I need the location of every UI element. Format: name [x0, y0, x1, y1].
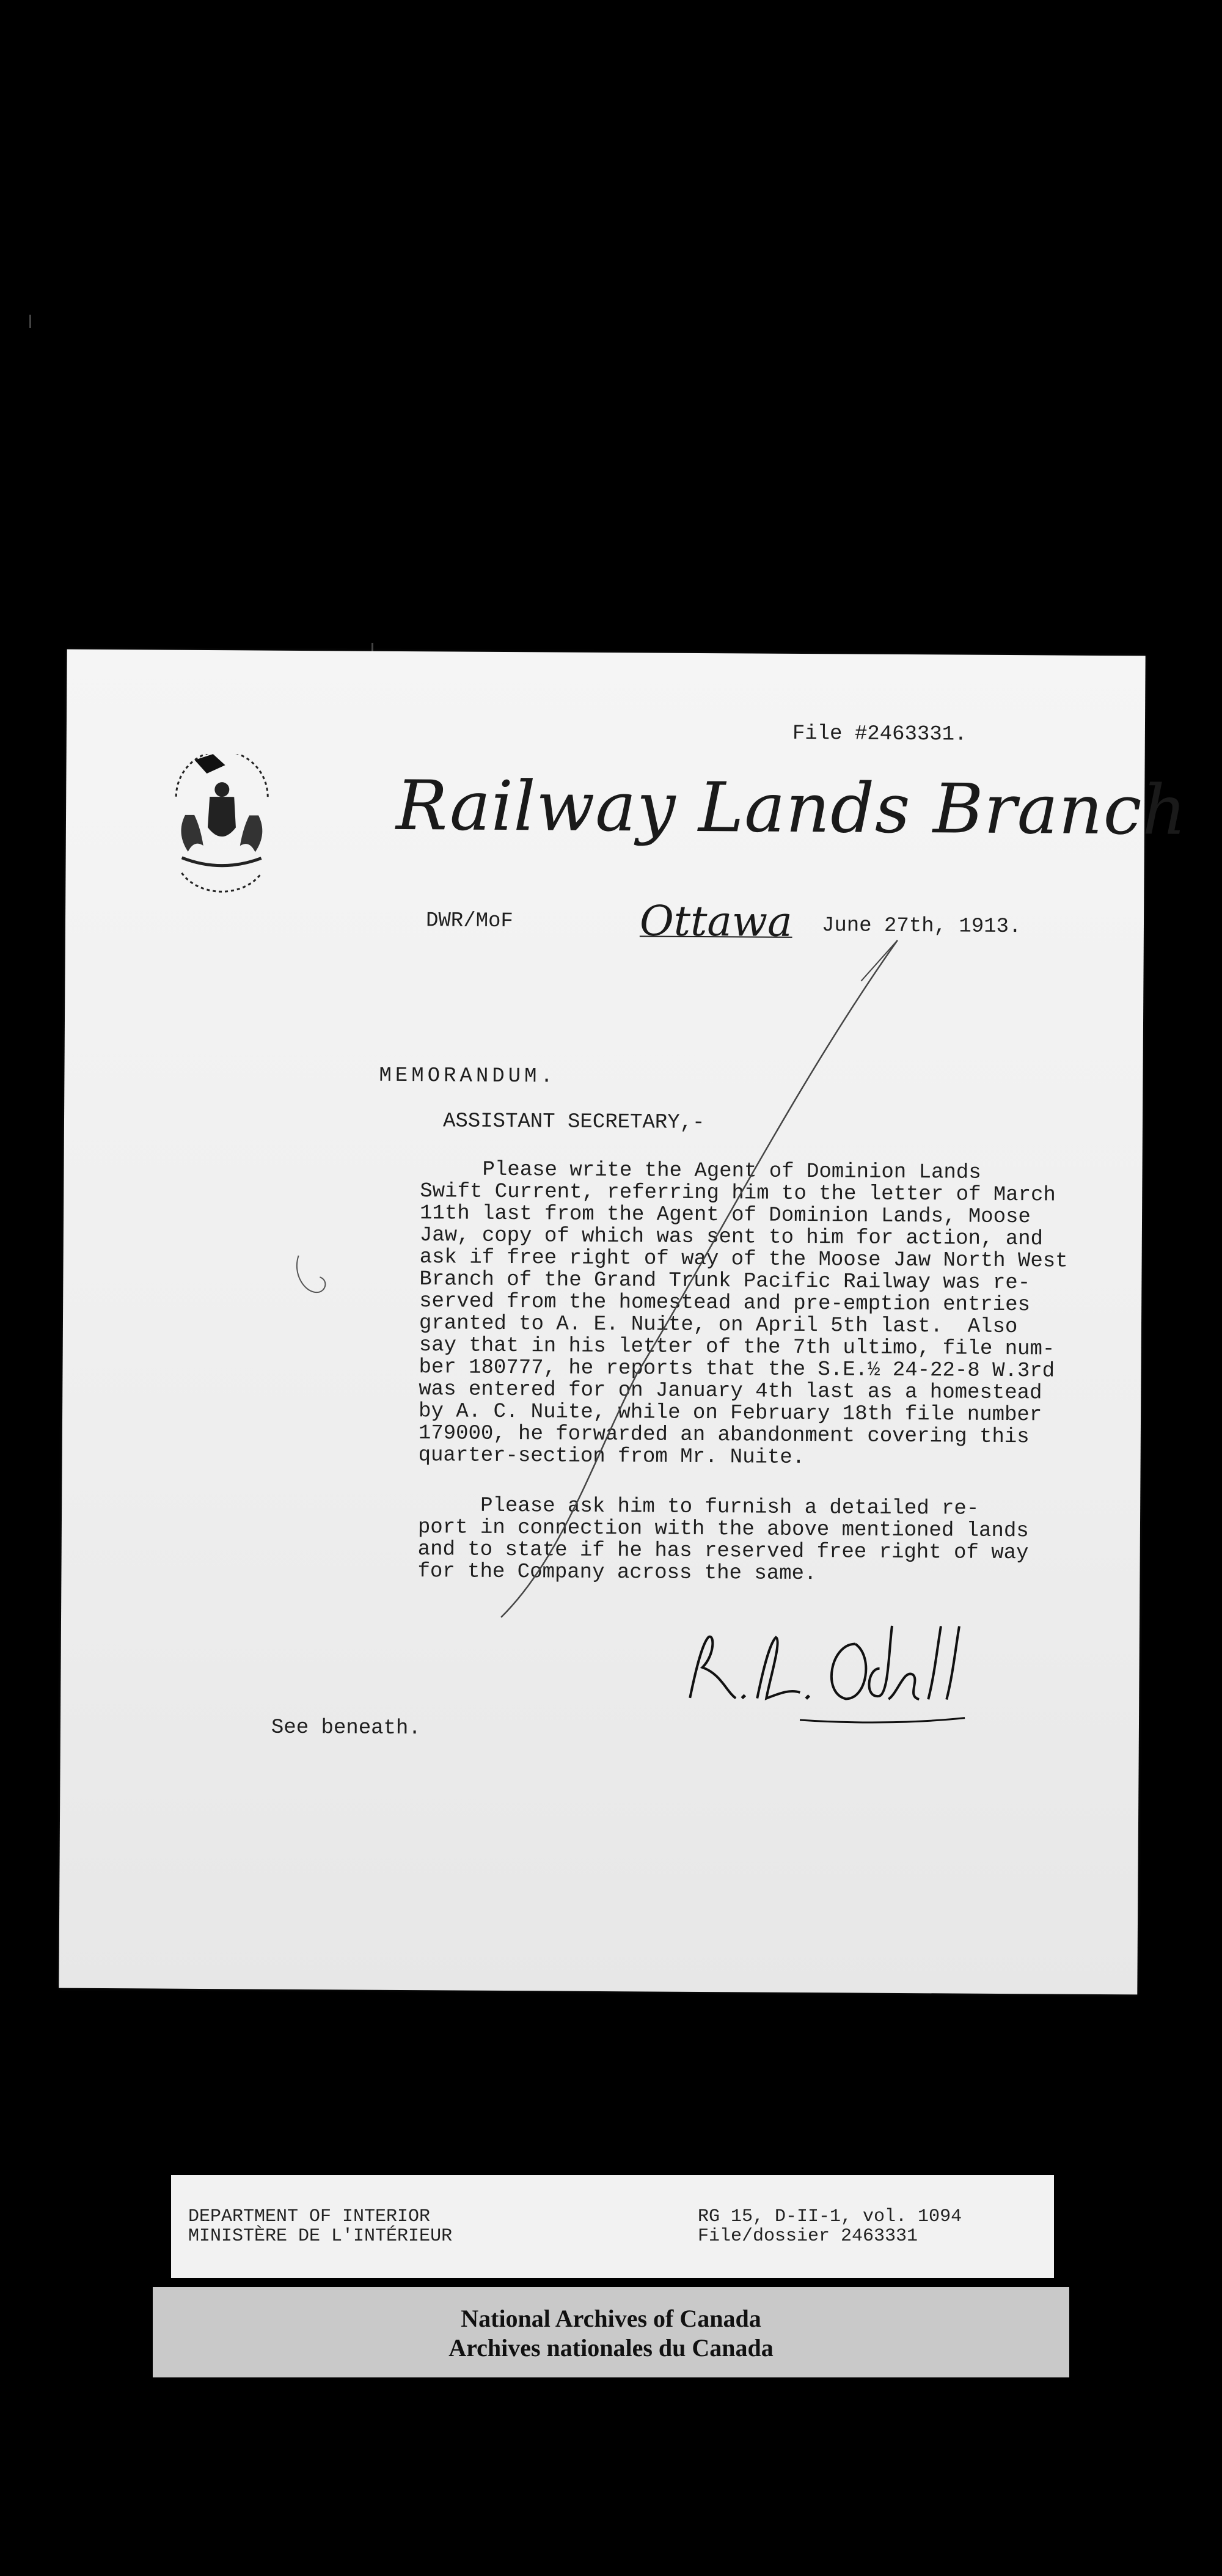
department-names: [188, 2207, 452, 2246]
addressee: ASSISTANT SECRETARY,-: [442, 1110, 705, 1135]
see-beneath-note: See beneath.: [271, 1716, 421, 1741]
body-paragraph-2: Please ask him to furnish a detailed re- port in connection with the above mentioned lands and to state if he has reserved free right of way for the Company across the same.: [417, 1494, 1029, 1586]
archives-institution-label: [153, 2287, 1069, 2377]
archives-name-english: National Archives of Canada: [461, 2305, 761, 2332]
archives-name-french: Archives nationales du Canada: [448, 2334, 774, 2362]
department-english: DEPARTMENT OF INTERIOR: [188, 2206, 431, 2227]
file-dossier-number: File/dossier 2463331: [698, 2226, 918, 2247]
margin-annotation-mark: [292, 1250, 335, 1304]
body-paragraph-1: Please write the Agent of Dominion Lands Swift Current, referring him to the letter of March 11th last from the Agent of Dominion Lands, Moose Jaw, copy of which was sent to him for action, and ask if free right of way of the Moose Jaw North West Branch of the Grand Trunk Pacific Railway was re- served from the homestead and pre-emption entries granted to A. E. Nuite, on April 5th last. Also say that in his letter of the 7th ultimo, file num- ber 180777, he reports that the S.E.½ 24-22-8 W.3rd was entered for on January 4th last as a homestead by A. C. Nuite, while on February 18th file number 179000, he forwarded an abandonment covering this quarter-section from Mr. Nuite.: [418, 1158, 1068, 1470]
memorandum-letter: [59, 649, 1188, 1995]
record-group-reference: RG 15, D-II-1, vol. 1094: [698, 2206, 962, 2227]
archive-reference-label: [171, 2175, 1054, 2278]
letter-date: June 27th, 1913.: [821, 914, 1022, 939]
file-reference: File #2463331.: [792, 722, 967, 747]
scan-speck: [29, 315, 31, 328]
handwritten-signature: [678, 1606, 996, 1730]
department-french: MINISTÈRE DE L'INTÉRIEUR: [188, 2226, 453, 2247]
department-crest-icon: [157, 754, 286, 901]
branch-letterhead: Railway Lands Branch: [395, 766, 1188, 851]
city-letterhead: Ottawa: [639, 897, 792, 946]
archive-reference: [698, 2207, 962, 2246]
reference-initials: DWR/MoF: [425, 909, 513, 934]
memo-title: MEMORANDUM.: [379, 1064, 557, 1089]
